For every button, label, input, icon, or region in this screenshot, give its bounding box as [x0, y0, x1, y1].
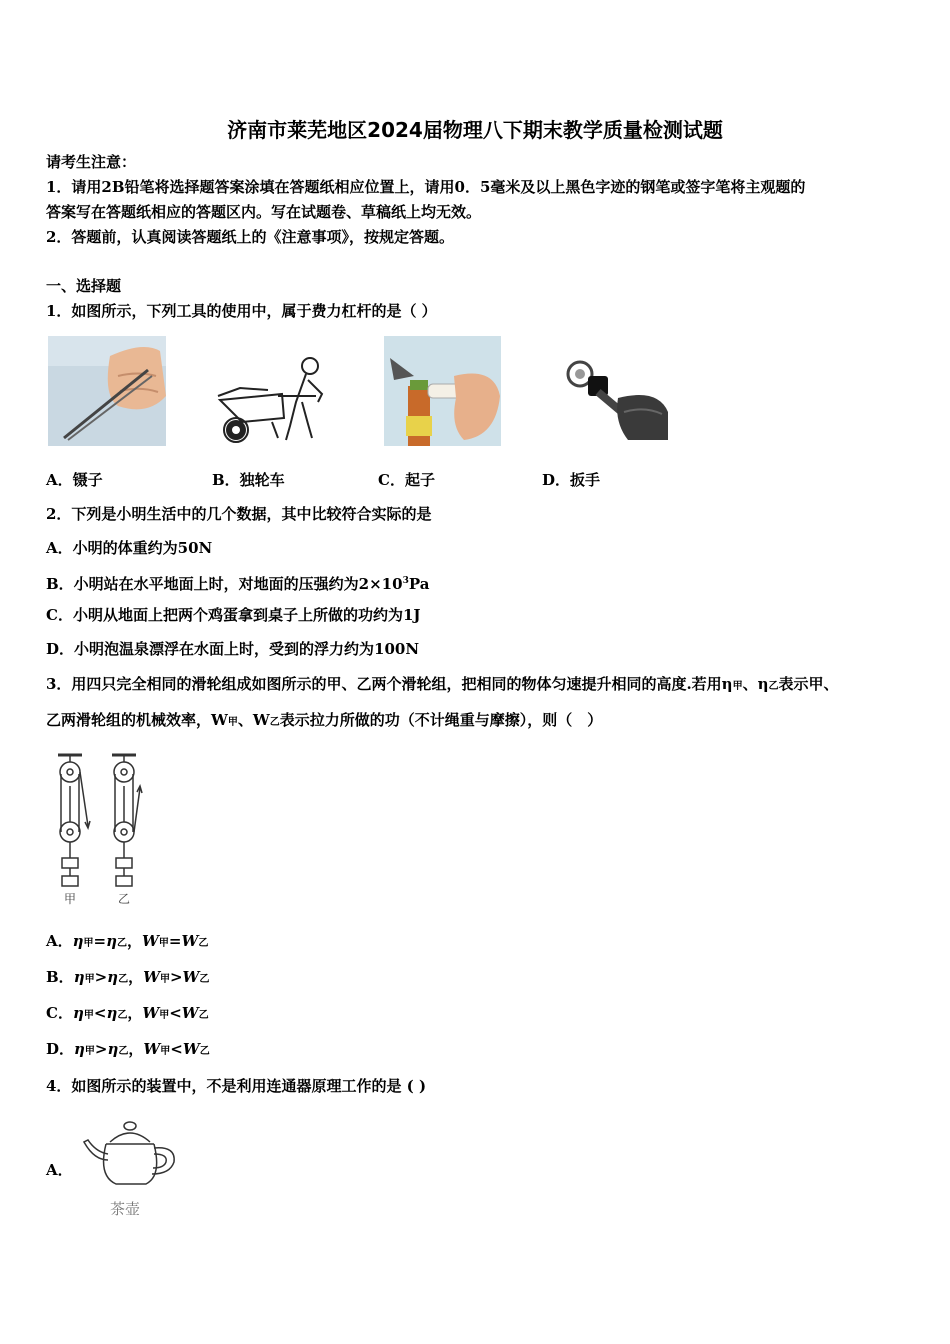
tweezers-image: [48, 336, 166, 446]
bottle-opener-image: [384, 336, 501, 446]
teapot-image: [80, 1116, 182, 1190]
wrench-image: [558, 352, 670, 440]
q1-stem: 1．如图所示，下列工具的使用中，属于费力杠杆的是（ ）: [46, 302, 437, 320]
q3-option-c: C．η甲<η乙，W甲<W乙: [46, 1004, 209, 1022]
q2-option-c: C．小明从地面上把两个鸡蛋拿到桌子上所做的功约为1J: [46, 606, 421, 624]
q2-option-a: A．小明的体重约为50N: [46, 539, 213, 557]
q3-stem-line-2: 乙两滑轮组的机械效率，W甲、W乙表示拉力所做的功（不计绳重与摩擦），则（ ）: [46, 711, 603, 729]
teapot-caption: 茶壶: [110, 1200, 141, 1218]
q4-option-a: A．: [46, 1161, 73, 1179]
notice-heading: 请考生注意：: [46, 153, 137, 171]
q1-option-a: A．镊子: [46, 471, 103, 489]
q3-option-d: D．η甲>η乙，W甲<W乙: [46, 1040, 210, 1058]
q3-stem-line-1: 3．用四只完全相同的滑轮组成如图所示的甲、乙两个滑轮组，把相同的物体匀速提升相同的高度.若用η甲、η乙表示甲、: [46, 675, 839, 693]
q1-option-d: D．扳手: [542, 471, 601, 489]
q1-option-b: B．独轮车: [212, 471, 285, 489]
q2-option-d: D．小明泡温泉漂浮在水面上时，受到的浮力约为100N: [46, 640, 420, 658]
q3-option-a: A．η甲=η乙，W甲=W乙: [46, 932, 209, 950]
notice-line-1: 1．请用2B铅笔将选择题答案涂填在答题纸相应位置上，请用0．5毫米及以上黑色字迹的钢笔或签字笔将主观题的: [46, 178, 806, 196]
page-title: 济南市莱芜地区2024届物理八下期末教学质量检测试题: [227, 118, 723, 142]
pulley-diagram: [52, 752, 152, 908]
section-heading: 一、选择题: [46, 277, 122, 295]
notice-line-3: 2．答题前，认真阅读答题纸上的《注意事项》，按规定答题。: [46, 228, 454, 246]
q3-option-b: B．η甲>η乙，W甲>W乙: [46, 968, 210, 986]
pulley-label-jia: 甲: [64, 892, 77, 906]
q2-option-b: B．小明站在水平地面上时，对地面的压强约为$2\times 10^3Pa$: [46, 575, 430, 593]
pulley-label-yi: 乙: [118, 892, 131, 906]
notice-line-2: 答案写在答题纸相应的答题区内。写在试题卷、草稿纸上均无效。: [46, 203, 482, 221]
q2-stem: 2．下列是小明生活中的几个数据，其中比较符合实际的是: [46, 505, 432, 523]
q1-option-c: C．起子: [378, 471, 435, 489]
wheelbarrow-image: [212, 352, 338, 444]
q4-stem: 4．如图所示的装置中，不是利用连通器原理工作的是 ( ): [46, 1077, 427, 1095]
